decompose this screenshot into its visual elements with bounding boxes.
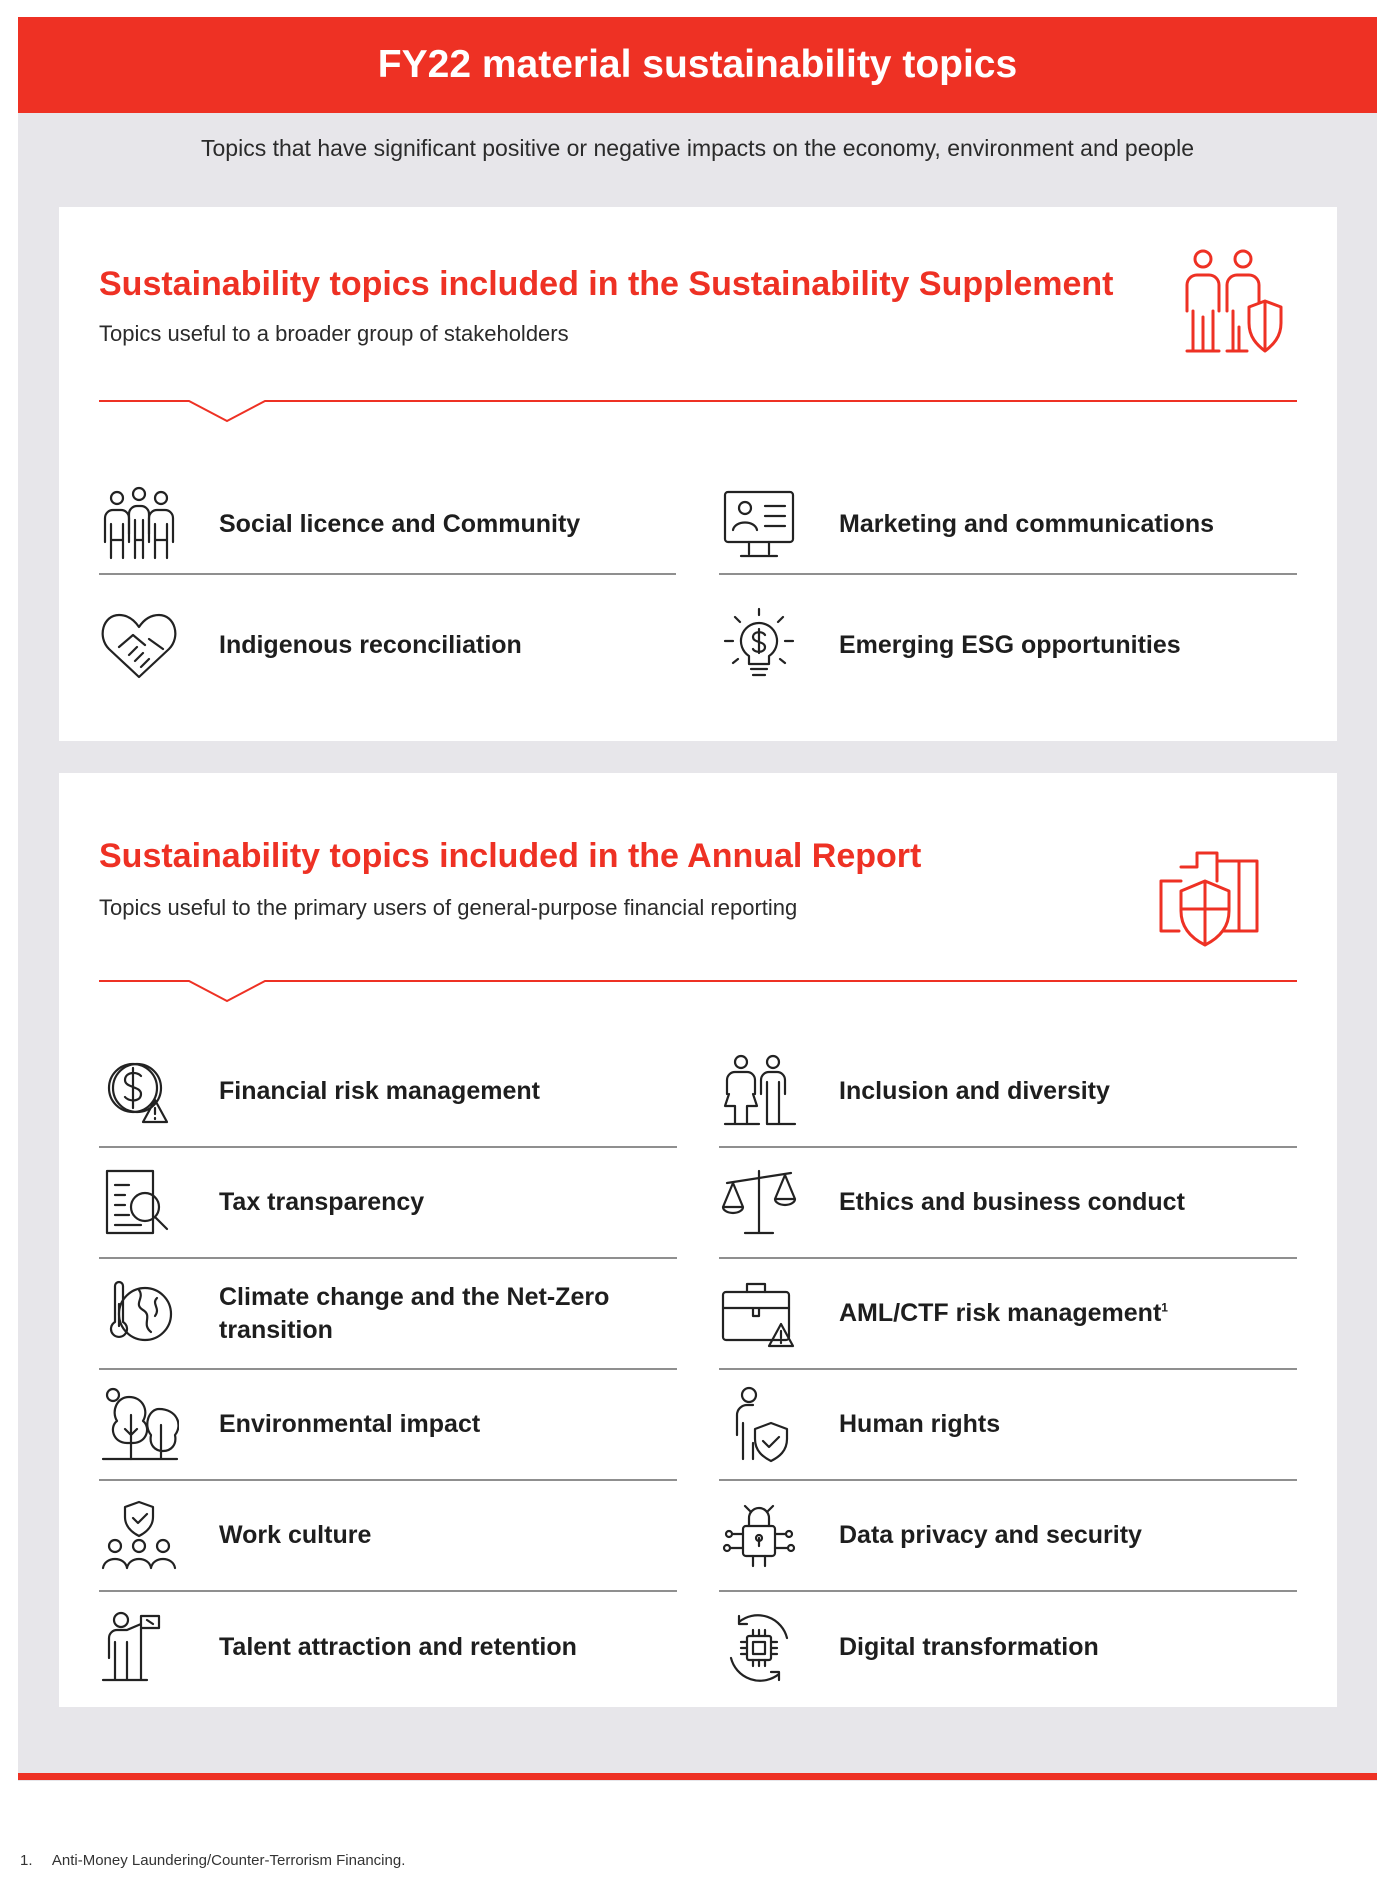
topic-label [839, 1297, 1239, 1330]
footnote [20, 1852, 405, 1869]
annual-subtitle: Topics useful to the primary users of general-purpose financial reporting [99, 895, 798, 920]
footnote-number: 1. [20, 1852, 33, 1869]
infographic-frame [18, 17, 1377, 1781]
scales-icon [719, 1163, 799, 1243]
topic-label: Work culture [219, 1521, 372, 1550]
thermometer-globe-icon [99, 1274, 179, 1354]
topic-label: Indigenous reconciliation [219, 630, 522, 659]
lightbulb-dollar-icon [719, 605, 799, 685]
topic-label: Financial risk management [219, 1077, 540, 1106]
section-divider [99, 399, 1297, 423]
topic-marketing [719, 475, 1297, 575]
topic-aml-ctf [719, 1259, 1297, 1370]
heart-handshake-icon [99, 605, 179, 685]
topic-financial-risk [99, 1037, 677, 1148]
padlock-circuit-icon [719, 1496, 799, 1576]
chip-cycle-icon [719, 1608, 799, 1688]
bottom-rule [18, 1773, 1377, 1780]
people-shield-icon [1177, 247, 1287, 357]
intro-text: Topics that have significant positive or negative impacts on the economy, environment and people [201, 135, 1194, 161]
trees-person-icon [99, 1385, 179, 1465]
coin-warning-icon [99, 1052, 179, 1132]
topic-label: Data privacy and security [839, 1521, 1142, 1550]
topic-work-culture [99, 1481, 677, 1592]
topic-emerging-esg [719, 595, 1297, 695]
topic-label: Ethics and business conduct [839, 1188, 1185, 1217]
topic-talent [99, 1592, 677, 1703]
supplement-card [59, 207, 1337, 741]
topic-inclusion [719, 1037, 1297, 1148]
topic-label: Inclusion and diversity [839, 1077, 1110, 1106]
section-divider [99, 979, 1297, 1003]
topic-label: Tax transparency [219, 1188, 425, 1217]
two-people-icon [719, 1052, 799, 1132]
topic-label: Talent attraction and retention [219, 1633, 577, 1662]
topic-label-text: AML/CTF risk management [839, 1299, 1162, 1328]
buildings-shield-icon [1155, 831, 1275, 951]
topic-label: Marketing and communications [839, 509, 1215, 538]
topic-data-privacy [719, 1481, 1297, 1592]
person-flag-icon [99, 1608, 179, 1688]
topic-ethics [719, 1148, 1297, 1259]
person-shield-icon [719, 1385, 799, 1465]
topic-label: Social licence and Community [219, 509, 581, 538]
footnote-text: Anti-Money Laundering/Counter-Terrorism Financing. [51, 1852, 406, 1869]
topic-digital [719, 1592, 1297, 1703]
monitor-profile-icon [719, 484, 799, 564]
footnote-marker: 1 [1161, 1300, 1168, 1315]
supplement-topics [99, 475, 1297, 715]
annual-report-card [59, 773, 1337, 1707]
team-shield-icon [99, 1496, 179, 1576]
topic-label: Emerging ESG opportunities [839, 630, 1181, 659]
supplement-subtitle: Topics useful to a broader group of stakeholders [99, 321, 569, 346]
topic-environmental [99, 1370, 677, 1481]
topic-label: Human rights [839, 1410, 1001, 1439]
annual-title: Sustainability topics included in the Annual Report [99, 837, 922, 875]
topic-label: Environmental impact [219, 1410, 481, 1439]
page-title: FY22 material sustainability topics [18, 17, 1377, 113]
topic-tax [99, 1148, 677, 1259]
supplement-title: Sustainability topics included in the Sustainability Supplement [99, 265, 1114, 303]
topic-social-licence [99, 475, 676, 575]
topic-label: Climate change and the Net-Zero transition [219, 1283, 610, 1344]
topic-climate [99, 1259, 677, 1370]
document-magnifier-icon [99, 1163, 179, 1243]
community-icon [99, 484, 179, 564]
briefcase-warning-icon [719, 1274, 799, 1354]
topic-indigenous [99, 595, 676, 695]
topic-human-rights [719, 1370, 1297, 1481]
annual-topics [99, 1037, 1297, 1693]
topic-label: Digital transformation [839, 1633, 1099, 1662]
